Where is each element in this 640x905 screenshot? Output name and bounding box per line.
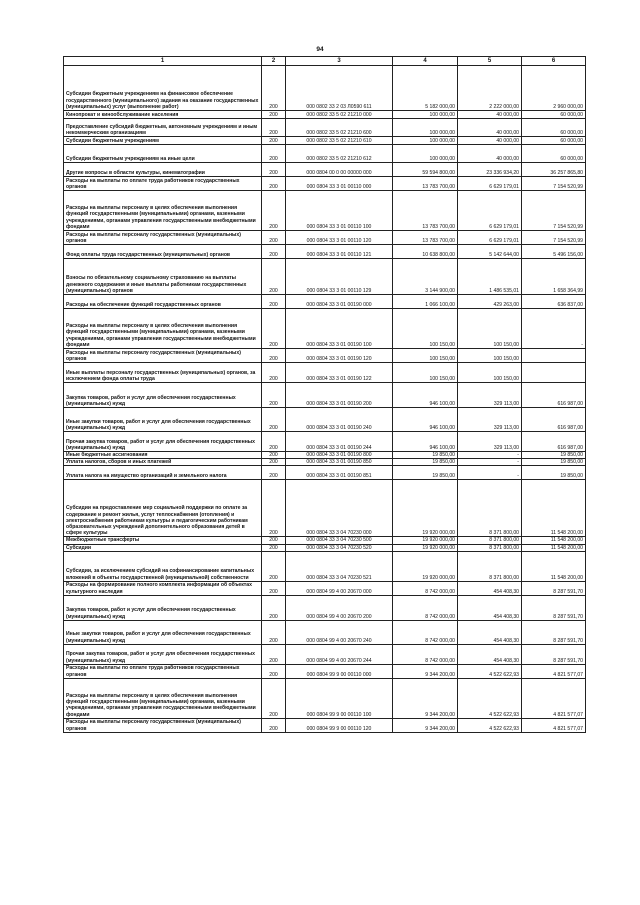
- row-executed-amount-cell: 23 336 934,20: [458, 163, 522, 177]
- row-code-cell: 200: [262, 581, 286, 595]
- row-executed-amount-cell: 329 113,00: [458, 432, 522, 452]
- header-col-1: 1: [64, 57, 262, 66]
- row-executed-amount-cell: 2 222 000,00: [458, 66, 522, 111]
- row-code-cell: 200: [262, 678, 286, 718]
- row-approved-amount-cell: 100 000,00: [393, 145, 458, 163]
- row-code-cell: 200: [262, 480, 286, 537]
- row-executed-amount-cell: 454 408,30: [458, 644, 522, 664]
- row-classification-code-cell: 000 0804 33 3 01 00190 851: [286, 466, 393, 480]
- row-approved-amount-cell: 100 000,00: [393, 111, 458, 119]
- row-unexecuted-amount-cell: 8 287 591,70: [522, 644, 586, 664]
- table-row: [64, 408, 586, 432]
- row-name-cell: Уплата налогов, сборов и иных платежей: [64, 459, 262, 466]
- table-row: [64, 432, 586, 452]
- table-row: [64, 349, 586, 363]
- table-row: [64, 177, 586, 191]
- row-code-cell: 200: [262, 466, 286, 480]
- row-unexecuted-amount-cell: 11 548 200,00: [522, 551, 586, 581]
- row-unexecuted-amount-cell: [522, 349, 586, 363]
- row-name-cell: Межбюджетные трансферты: [64, 537, 262, 544]
- row-name-cell: Расходы на выплаты персоналу в целях обеспечения выполнения функций государственными (муниципальными) органами, казенными учреждениями, органами управления государственными внебюджетными фондами: [64, 191, 262, 231]
- table-row: [64, 383, 586, 408]
- row-unexecuted-amount-cell: 36 257 865,80: [522, 163, 586, 177]
- page-number: 94: [316, 46, 324, 53]
- row-name-cell: Расходы на выплаты персоналу в целях обеспечения выполнения функций государственными (муниципальными) органами, казенными учреждениями, органами управления государственными внебюджетными фондами: [64, 309, 262, 349]
- table-row: [64, 191, 586, 231]
- row-unexecuted-amount-cell: 1 658 364,99: [522, 259, 586, 295]
- row-name-cell: Субсидии на предоставление мер социальной поддержки по оплате за содержание и ремонт жилья, услуг теплоснабжения (отопления) и электроснабжения работникам культуры и педагогическим работникам образовательных учреждений дополнительного образования детей в сфере культуры: [64, 480, 262, 537]
- row-classification-code-cell: 000 0804 99 9 00 00110 120: [286, 718, 393, 732]
- row-name-cell: Иные закупки товаров, работ и услуг для обеспечения государственных (муниципальных) нужд: [64, 620, 262, 644]
- row-classification-code-cell: 000 0804 99 4 00 20670 000: [286, 581, 393, 595]
- row-code-cell: 200: [262, 231, 286, 245]
- row-classification-code-cell: 000 0804 33 3 04 70230 500: [286, 537, 393, 544]
- row-code-cell: 200: [262, 191, 286, 231]
- row-classification-code-cell: 000 0804 33 3 01 00190 800: [286, 452, 393, 459]
- row-executed-amount-cell: 40 000,00: [458, 119, 522, 137]
- row-executed-amount-cell: 454 408,30: [458, 581, 522, 595]
- row-approved-amount-cell: 100 150,00: [393, 363, 458, 383]
- row-unexecuted-amount-cell: 19 850,00: [522, 459, 586, 466]
- row-classification-code-cell: 000 0804 33 3 01 00190 100: [286, 309, 393, 349]
- row-classification-code-cell: 000 0804 99 4 00 20670 200: [286, 595, 393, 620]
- row-executed-amount-cell: 8 371 800,00: [458, 551, 522, 581]
- row-name-cell: Расходы на обеспечение функций государственных органов: [64, 295, 262, 309]
- row-code-cell: 200: [262, 383, 286, 408]
- table-row: [64, 544, 586, 551]
- row-approved-amount-cell: 13 783 700,00: [393, 177, 458, 191]
- row-name-cell: Уплата налога на имущество организаций и земельного налога: [64, 466, 262, 480]
- row-executed-amount-cell: 100 150,00: [458, 349, 522, 363]
- row-unexecuted-amount-cell: 7 154 520,99: [522, 177, 586, 191]
- row-code-cell: 200: [262, 459, 286, 466]
- row-name-cell: Расходы на выплаты персоналу государственных (муниципальных) органов: [64, 349, 262, 363]
- row-classification-code-cell: 000 0804 99 9 00 00110 000: [286, 664, 393, 678]
- row-name-cell: Расходы на выплаты персоналу государственных (муниципальных) органов: [64, 231, 262, 245]
- row-code-cell: 200: [262, 245, 286, 259]
- row-unexecuted-amount-cell: 2 960 000,00: [522, 66, 586, 111]
- row-code-cell: 200: [262, 551, 286, 581]
- row-code-cell: 200: [262, 295, 286, 309]
- row-name-cell: Взносы по обязательному социальному страхованию на выплаты денежного содержания и иные выплаты работникам государственных (муниципальных) органов: [64, 259, 262, 295]
- table-row: [64, 620, 586, 644]
- row-code-cell: 200: [262, 163, 286, 177]
- row-approved-amount-cell: 8 742 000,00: [393, 644, 458, 664]
- row-approved-amount-cell: 19 920 000,00: [393, 480, 458, 537]
- table-row: [64, 551, 586, 581]
- row-classification-code-cell: 000 0804 33 3 04 70230 520: [286, 544, 393, 551]
- row-code-cell: 200: [262, 119, 286, 137]
- row-executed-amount-cell: 40 000,00: [458, 137, 522, 145]
- row-name-cell: Расходы на формирование полного комплекта информации об объектах культурного наследия: [64, 581, 262, 595]
- table-row: [64, 459, 586, 466]
- row-name-cell: Закупка товаров, работ и услуг для обеспечения государственных (муниципальных) нужд: [64, 383, 262, 408]
- row-name-cell: Другие вопросы в области культуры, кинематографии: [64, 163, 262, 177]
- row-unexecuted-amount-cell: 60 000,00: [522, 137, 586, 145]
- row-unexecuted-amount-cell: 19 850,00: [522, 452, 586, 459]
- row-classification-code-cell: 000 0804 33 3 01 00110 000: [286, 177, 393, 191]
- row-executed-amount-cell: 1 486 535,01: [458, 259, 522, 295]
- row-classification-code-cell: 000 0804 33 3 04 70230 521: [286, 551, 393, 581]
- row-classification-code-cell: 000 0804 99 4 00 20670 240: [286, 620, 393, 644]
- row-code-cell: 200: [262, 620, 286, 644]
- header-col-6: 6: [522, 57, 586, 66]
- row-name-cell: Закупка товаров, работ и услуг для обеспечения государственных (муниципальных) нужд: [64, 595, 262, 620]
- row-name-cell: Расходы на выплаты по оплате труда работников государственных органов: [64, 177, 262, 191]
- table-row: [64, 466, 586, 480]
- row-code-cell: 200: [262, 349, 286, 363]
- table-row: [64, 295, 586, 309]
- row-unexecuted-amount-cell: 4 821 577,07: [522, 718, 586, 732]
- row-approved-amount-cell: 100 150,00: [393, 309, 458, 349]
- row-unexecuted-amount-cell: 4 821 577,07: [522, 678, 586, 718]
- row-name-cell: Прочая закупка товаров, работ и услуг для обеспечения государственных (муниципальных) нужд: [64, 432, 262, 452]
- row-approved-amount-cell: 9 344 200,00: [393, 678, 458, 718]
- table-body: [64, 66, 586, 733]
- row-classification-code-cell: 000 0804 33 3 01 00190 240: [286, 408, 393, 432]
- row-code-cell: 200: [262, 177, 286, 191]
- row-approved-amount-cell: 1 066 100,00: [393, 295, 458, 309]
- header-row: [64, 57, 586, 66]
- row-classification-code-cell: 000 0804 33 3 04 70230 000: [286, 480, 393, 537]
- row-approved-amount-cell: 9 344 200,00: [393, 718, 458, 732]
- row-approved-amount-cell: 8 742 000,00: [393, 620, 458, 644]
- row-name-cell: Субсидии бюджетным учреждениям на иные цели: [64, 145, 262, 163]
- table-row: [64, 363, 586, 383]
- table-row: [64, 664, 586, 678]
- table-row: [64, 480, 586, 537]
- row-name-cell: Расходы на выплаты персоналу государственных (муниципальных) органов: [64, 718, 262, 732]
- row-executed-amount-cell: 40 000,00: [458, 111, 522, 119]
- row-code-cell: 200: [262, 363, 286, 383]
- row-classification-code-cell: 000 0804 33 3 01 00190 120: [286, 349, 393, 363]
- row-name-cell: Расходы на выплаты по оплате труда работников государственных органов: [64, 664, 262, 678]
- table-row: [64, 644, 586, 664]
- row-unexecuted-amount-cell: 616 987,00: [522, 408, 586, 432]
- row-executed-amount-cell: -: [458, 459, 522, 466]
- row-unexecuted-amount-cell: 60 000,00: [522, 145, 586, 163]
- row-classification-code-cell: 000 0804 33 3 01 00110 100: [286, 191, 393, 231]
- row-classification-code-cell: 000 0804 33 3 01 00190 850: [286, 459, 393, 466]
- row-approved-amount-cell: 19 850,00: [393, 466, 458, 480]
- row-classification-code-cell: 000 0802 33 5 02 21210 612: [286, 145, 393, 163]
- row-approved-amount-cell: 8 742 000,00: [393, 595, 458, 620]
- row-unexecuted-amount-cell: 7 154 520,99: [522, 231, 586, 245]
- header-col-2: 2: [262, 57, 286, 66]
- row-unexecuted-amount-cell: 19 850,00: [522, 466, 586, 480]
- table-row: [64, 245, 586, 259]
- row-approved-amount-cell: 946 100,00: [393, 408, 458, 432]
- row-approved-amount-cell: 19 920 000,00: [393, 551, 458, 581]
- row-unexecuted-amount-cell: -: [522, 309, 586, 349]
- row-executed-amount-cell: -: [458, 466, 522, 480]
- row-approved-amount-cell: 100 150,00: [393, 349, 458, 363]
- row-classification-code-cell: 000 0804 33 3 01 00110 129: [286, 259, 393, 295]
- table-row: [64, 66, 586, 111]
- row-executed-amount-cell: 4 522 622,93: [458, 718, 522, 732]
- row-executed-amount-cell: 4 522 622,93: [458, 678, 522, 718]
- row-classification-code-cell: 000 0804 33 3 01 00110 120: [286, 231, 393, 245]
- row-approved-amount-cell: 5 182 000,00: [393, 66, 458, 111]
- table-row: [64, 452, 586, 459]
- row-unexecuted-amount-cell: 636 837,00: [522, 295, 586, 309]
- row-classification-code-cell: 000 0802 33 5 02 21210 610: [286, 137, 393, 145]
- budget-table: [63, 56, 586, 733]
- row-classification-code-cell: 000 0804 00 0 00 00000 000: [286, 163, 393, 177]
- row-approved-amount-cell: 10 638 800,00: [393, 245, 458, 259]
- row-classification-code-cell: 000 0804 99 9 00 00110 100: [286, 678, 393, 718]
- row-executed-amount-cell: 454 408,30: [458, 620, 522, 644]
- row-approved-amount-cell: 946 100,00: [393, 383, 458, 408]
- row-classification-code-cell: 000 0804 99 4 00 20670 244: [286, 644, 393, 664]
- row-unexecuted-amount-cell: 11 548 200,00: [522, 537, 586, 544]
- row-code-cell: 200: [262, 137, 286, 145]
- row-classification-code-cell: 000 0804 33 3 01 00190 000: [286, 295, 393, 309]
- row-executed-amount-cell: 6 629 179,01: [458, 177, 522, 191]
- row-approved-amount-cell: 100 000,00: [393, 119, 458, 137]
- row-executed-amount-cell: 6 629 179,01: [458, 231, 522, 245]
- row-unexecuted-amount-cell: 7 154 520,99: [522, 191, 586, 231]
- row-executed-amount-cell: 454 408,30: [458, 595, 522, 620]
- table-row: [64, 537, 586, 544]
- row-code-cell: 200: [262, 259, 286, 295]
- row-unexecuted-amount-cell: 4 821 577,07: [522, 664, 586, 678]
- row-unexecuted-amount-cell: 8 287 591,70: [522, 581, 586, 595]
- row-approved-amount-cell: 19 850,00: [393, 452, 458, 459]
- row-approved-amount-cell: 9 344 200,00: [393, 664, 458, 678]
- row-executed-amount-cell: 8 371 800,00: [458, 480, 522, 537]
- row-executed-amount-cell: 429 263,00: [458, 295, 522, 309]
- table-row: [64, 678, 586, 718]
- row-unexecuted-amount-cell: [522, 363, 586, 383]
- row-executed-amount-cell: 329 113,00: [458, 383, 522, 408]
- table-row: [64, 718, 586, 732]
- row-code-cell: 200: [262, 309, 286, 349]
- row-approved-amount-cell: 19 920 000,00: [393, 544, 458, 551]
- row-name-cell: Субсидии, за исключением субсидий на софинансирование капитальных вложений в объекты государственной (муниципальной) собственности: [64, 551, 262, 581]
- row-unexecuted-amount-cell: 60 000,00: [522, 111, 586, 119]
- row-executed-amount-cell: 100 150,00: [458, 363, 522, 383]
- row-executed-amount-cell: 4 522 622,93: [458, 664, 522, 678]
- row-executed-amount-cell: 8 371 800,00: [458, 544, 522, 551]
- row-executed-amount-cell: -: [458, 452, 522, 459]
- row-classification-code-cell: 000 0804 33 3 01 00190 244: [286, 432, 393, 452]
- row-classification-code-cell: 000 0802 33 5 02 21210 000: [286, 111, 393, 119]
- row-approved-amount-cell: 100 000,00: [393, 137, 458, 145]
- table-row: [64, 231, 586, 245]
- row-unexecuted-amount-cell: 616 987,00: [522, 383, 586, 408]
- table-row: [64, 259, 586, 295]
- row-name-cell: Прочая закупка товаров, работ и услуг для обеспечения государственных (муниципальных) нужд: [64, 644, 262, 664]
- row-name-cell: Субсидии: [64, 544, 262, 551]
- table-row: [64, 163, 586, 177]
- table-row: [64, 111, 586, 119]
- table-row: [64, 581, 586, 595]
- row-code-cell: 200: [262, 408, 286, 432]
- table-row: [64, 119, 586, 137]
- table-row: [64, 595, 586, 620]
- row-approved-amount-cell: 13 783 700,00: [393, 231, 458, 245]
- header-col-5: 5: [458, 57, 522, 66]
- row-code-cell: 200: [262, 595, 286, 620]
- row-executed-amount-cell: 329 113,00: [458, 408, 522, 432]
- row-classification-code-cell: 000 0804 33 3 01 00190 200: [286, 383, 393, 408]
- row-approved-amount-cell: 3 144 900,00: [393, 259, 458, 295]
- row-name-cell: Расходы на выплаты персоналу в целях обеспечения выполнения функций государственными (муниципальными) органами, казенными учреждениями, органами управления государственными внебюджетными фондами: [64, 678, 262, 718]
- row-code-cell: 200: [262, 664, 286, 678]
- row-code-cell: 200: [262, 432, 286, 452]
- row-code-cell: 200: [262, 66, 286, 111]
- row-name-cell: Кинопрокат и кинообслуживание населения: [64, 111, 262, 119]
- row-unexecuted-amount-cell: 11 548 200,00: [522, 544, 586, 551]
- row-classification-code-cell: 000 0804 33 3 01 00110 121: [286, 245, 393, 259]
- row-classification-code-cell: 000 0802 33 5 02 21210 600: [286, 119, 393, 137]
- row-name-cell: Субсидии бюджетным учреждениям на финансовое обеспечение государственного (муниципального) задания на оказание государственных (муниципальных) услуг (выполнение работ): [64, 66, 262, 111]
- row-code-cell: 200: [262, 452, 286, 459]
- table-row: [64, 145, 586, 163]
- row-executed-amount-cell: 40 000,00: [458, 145, 522, 163]
- row-name-cell: Иные выплаты персоналу государственных (муниципальных) органов, за исключением фонда оплаты труда: [64, 363, 262, 383]
- table-row: [64, 137, 586, 145]
- row-unexecuted-amount-cell: 60 000,00: [522, 119, 586, 137]
- row-executed-amount-cell: 5 142 644,00: [458, 245, 522, 259]
- row-code-cell: 200: [262, 145, 286, 163]
- row-code-cell: 200: [262, 537, 286, 544]
- row-code-cell: 200: [262, 111, 286, 119]
- row-name-cell: Субсидии бюджетным учреждениям: [64, 137, 262, 145]
- header-col-4: 4: [393, 57, 458, 66]
- row-name-cell: Фонд оплаты труда государственных (муниципальных) органов: [64, 245, 262, 259]
- table-header: [64, 57, 586, 66]
- row-unexecuted-amount-cell: 11 548 200,00: [522, 480, 586, 537]
- row-unexecuted-amount-cell: 616 987,00: [522, 432, 586, 452]
- row-approved-amount-cell: 13 783 700,00: [393, 191, 458, 231]
- row-approved-amount-cell: 59 594 800,00: [393, 163, 458, 177]
- row-name-cell: Предоставление субсидий бюджетным, автономным учреждениям и иным некоммерческим организациям: [64, 119, 262, 137]
- row-approved-amount-cell: 8 742 000,00: [393, 581, 458, 595]
- row-code-cell: 200: [262, 718, 286, 732]
- row-unexecuted-amount-cell: 5 496 156,00: [522, 245, 586, 259]
- row-approved-amount-cell: 946 100,00: [393, 432, 458, 452]
- row-name-cell: Иные бюджетные ассигнования: [64, 452, 262, 459]
- table-row: [64, 309, 586, 349]
- row-code-cell: 200: [262, 644, 286, 664]
- row-code-cell: 200: [262, 544, 286, 551]
- row-classification-code-cell: 000 0802 33 2 03 Л0590 611: [286, 66, 393, 111]
- header-col-3: 3: [286, 57, 393, 66]
- row-executed-amount-cell: 8 371 800,00: [458, 537, 522, 544]
- row-unexecuted-amount-cell: 8 287 591,70: [522, 595, 586, 620]
- row-unexecuted-amount-cell: 8 287 591,70: [522, 620, 586, 644]
- row-name-cell: Иные закупки товаров, работ и услуг для обеспечения государственных (муниципальных) нужд: [64, 408, 262, 432]
- row-executed-amount-cell: 6 629 179,01: [458, 191, 522, 231]
- row-classification-code-cell: 000 0804 33 3 01 00190 122: [286, 363, 393, 383]
- row-approved-amount-cell: 19 850,00: [393, 459, 458, 466]
- row-approved-amount-cell: 19 920 000,00: [393, 537, 458, 544]
- row-executed-amount-cell: 100 150,00: [458, 309, 522, 349]
